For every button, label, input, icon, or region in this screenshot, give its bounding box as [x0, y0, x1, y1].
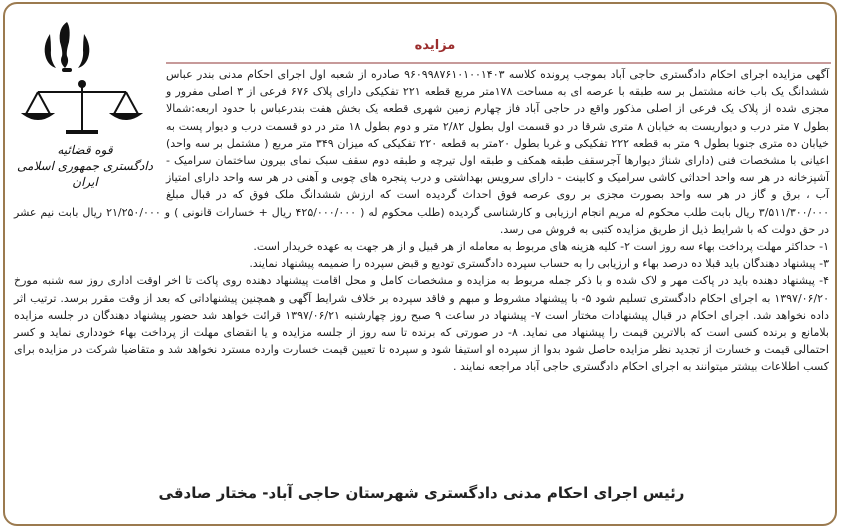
condition-item-1: ۱- حداکثر مهلت پرداخت بهاء سه روز است ۲- کلیه هزینه های مربوط به معامله از هر قبیل و از هر جهت به عهده خریدار است.	[253, 240, 829, 254]
condition-item-3: ۳- پیشنهاد دهندگان باید قبلا ده درصد بهاء و ارزیابی را به حساب سپرده دادگستری تودیع و قبض سپرده را ضمیمه پیشنهاد نمایند.	[249, 257, 829, 271]
emblem-caption-line2: دادگستری جمهوری اسلامی ایران	[17, 159, 153, 189]
signature-line: رئیس اجرای احکام مدنی دادگستری شهرستان حاجی آباد- مختار صادقی	[158, 484, 685, 502]
condition-item-4: ۴- پیشنهاد دهنده باید در پاکت مهر و لاک شده و با ذکر جمله مربوط به مزایده و مشخصات کامل و محل اقامت پیشنهاد دهنده روی پاکت تا اخر اوقت اداری روز سه شنبه مورخ ۱۳۹۷/۰۶/۲۰ به اجرای احکام دادگستری تسلیم شود ۵- با پیشنهاد مشروط و مبهم و فاقد سپرده بر خلاف شرایط آگهی و همچنین پیشنهاداتی که بعد از وقت مقرر برسد. ترتیب اثر داده نخواهد شد. اجرای احکام در قبال پیشنهادات مختار است ۷- پیشنهاد در ساعت ۹ صبح روز چهارشنبه ۱۳۹۷/۰۶/۲۱ قرائت خواهد شد حضور پیشنهاد دهندگان در جلسه مزایده بلامانع و برنده کسی است که بالاترین قیمت را پیشنهاد می نماید. ۸- در صورتی که برنده تا سه روز از جلسه مزایده و یا انقضای مهلت از پرداخت بهاء خودداری نماید و کسر احتمالی قیمت و خسارت از تجدید نظر مزایده حاصل شود بدوا از سپرده او استیفا شود و سپرده تا تعیین قیمت خسارت وارده مسترد نخواهد شد و متقاضیا شرکت در مزایده برای کسب اطلاعات بیشتر میتوانند به اجرای احکام دادگستری حاجی آباد مراجعه نمایند .	[14, 274, 829, 374]
notice-body	[14, 66, 829, 376]
notice-title: مزایده	[414, 38, 456, 53]
notice-intro-paragraph: آگهی مزایده اجرای احکام دادگستری حاجی آباد بموجب پرونده کلاسه ۹۶۰۹۹۸۷۶۱۰۱۰۰۱۴۰۳ صادره از شعبه اول اجرای احکام مدنی بندر عباس ششدانگ یک باب خانه مشتمل بر سه طبقه با عرصه ای به مساحت ۱۷۸متر مربع قطعه ۲۲۱ تفکیکی دارای پلاک ۶۷۶ فرعی از ۳ اصلی مفرور و مجزی شده از پلاک یک فرعی از اصلی مذکور واقع در حاجی آباد فاز چهارم زمین شهری قطعه یک بخش هفت بندرعباس با حدود اربعه:شمالا بطول ۷ متر درب و دیواریست به خیابان ۸ متری شرقا در دو قسمت اول بطول ۲/۸۲ متر و دوم بطول ۱۸ متر در دو قسمت درب و دیوار پست به خیابان ده متری جنوبا بطول ۹ متر به قطعه ۲۲۲ تفکیکی و غربا بطول ۲۰متر به قطعه ۲۲۰ تفکیکی که میزان ۳۴۹ متر مربع ( مشتمل بر سه واحد) اعیانی با مشخصات فنی (دارای شناژ دیوارها آجرسقف طبقه همکف و طبقه اول تیرچه و طبقه دوم سقف سبک نمای بیرون ساختمان سرامیک - آشپزخانه در هر سه واحد احداثی کاشی سرامیک و کابینت - دارای سرویس بهداشتی و درب پنجره های چوبی و آهنی در هر سه واحد دارای امتیاز آب ، برق و گاز در هر سه واحد بصورت مجزی بر روی عرصه فوق احداث گردیده است که ارزش ششدانگ ملک فوق که در قبال مبلغ ۳/۵۱۱/۳۰۰/۰۰۰ ریال بابت طلب محکوم له مریم انجام ارزیابی و کارشناسی گردیده (طلب محکوم له ( ۴۲۵/۰۰۰/۰۰۰ ریال + خسارات قانونی ) و ۲۱/۲۵۰/۰۰۰ ریال بابت نیم عشر در حق دولت که با شرایط ذیل از طریق مزایده کتبی به فروش می رسد.	[14, 68, 829, 236]
emblem-spacer	[14, 66, 166, 192]
emblem-caption-line1: قوه قضائیه	[57, 143, 113, 157]
title-divider	[166, 62, 831, 64]
